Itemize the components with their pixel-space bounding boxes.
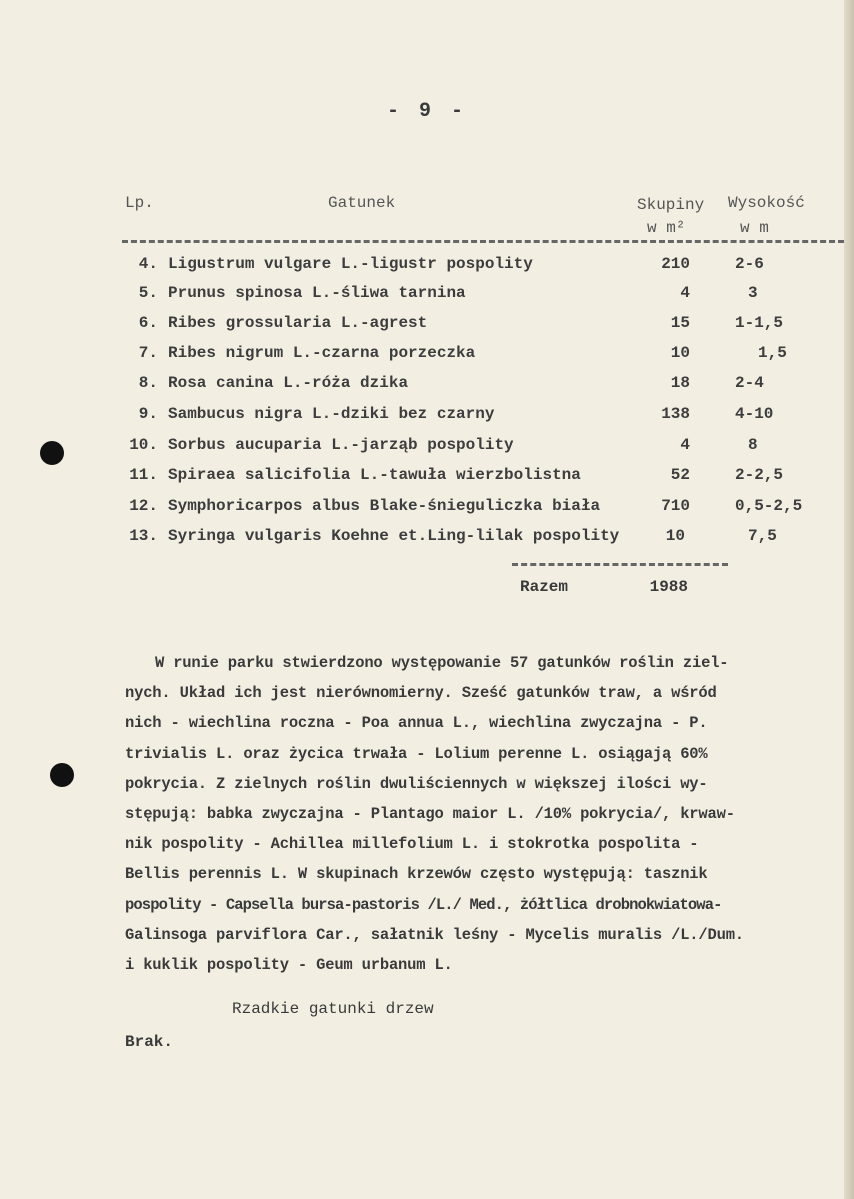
row-number: 6. <box>138 314 158 332</box>
height-value: 1-1,5 <box>735 314 784 332</box>
height-value: 2-2,5 <box>735 466 784 484</box>
table-row <box>0 309 854 337</box>
height-value: 3 <box>748 284 758 302</box>
header-species: Gatunek <box>328 194 396 212</box>
groups-value: 10 <box>670 344 690 362</box>
groups-value: 10 <box>665 527 685 545</box>
species-name: Rosa canina L.-róża dzika <box>168 374 409 392</box>
row-number: 9. <box>138 405 158 423</box>
groups-value: 210 <box>661 255 690 273</box>
table-row <box>0 250 854 278</box>
paragraph-line: Galinsoga parviflora Car., sałatnik leśny - Mycelis muralis /L./Dum. <box>125 925 744 944</box>
page-number: - 9 - <box>386 100 467 123</box>
height-value: 8 <box>748 436 758 454</box>
height-value: 2-4 <box>735 374 764 392</box>
header-divider <box>122 240 844 243</box>
groups-value: 52 <box>670 466 690 484</box>
row-number: 8. <box>138 374 158 392</box>
row-number: 5. <box>138 284 158 302</box>
species-name: Spiraea salicifolia L.-tawuła wierzbolistna <box>168 466 581 484</box>
paragraph-line: nik pospolity - Achillea millefolium L. i stokrotka pospolita - <box>125 835 699 854</box>
table-row <box>0 461 854 489</box>
punch-hole-bottom <box>50 763 74 787</box>
groups-value: 138 <box>661 405 690 423</box>
table-row <box>0 522 854 550</box>
height-value: 4-10 <box>735 405 774 423</box>
species-name: Ribes grossularia L.-agrest <box>168 314 428 332</box>
row-number: 10. <box>129 436 158 454</box>
height-value: 0,5-2,5 <box>735 497 803 515</box>
row-number: 7. <box>138 344 158 362</box>
paragraph-line: pospolity - Capsella bursa-pastoris /L./ Med., żółtlica drobnokwiatowa- <box>125 895 722 914</box>
total-value: 1988 <box>649 578 688 596</box>
species-name: Sambucus nigra L.-dziki bez czarny <box>168 405 495 423</box>
total-label: Razem <box>520 578 569 596</box>
species-name: Syringa vulgaris Koehne et.Ling-lilak pospolity <box>168 527 620 545</box>
row-number: 12. <box>129 497 158 515</box>
section-subheading: Rzadkie gatunki drzew <box>232 1000 434 1018</box>
body-paragraph <box>125 648 825 980</box>
paragraph-line: W runie parku stwierdzono występowanie 57 gatunków roślin ziel- <box>155 654 729 672</box>
table-row <box>0 369 854 397</box>
table-row <box>0 279 854 307</box>
header-groups-line1: Skupiny <box>637 196 705 214</box>
page-edge <box>844 0 854 1199</box>
paragraph-line: pokrycia. Z zielnych roślin dwuliściennych w większej ilości wy- <box>125 774 708 793</box>
species-name: Ligustrum vulgare L.-ligustr pospolity <box>168 255 533 273</box>
table-row <box>0 339 854 367</box>
species-name: Prunus spinosa L.-śliwa tarnina <box>168 284 466 302</box>
paragraph-line: nych. Układ ich jest nierównomierny. Sześć gatunków traw, a wśród <box>125 684 717 703</box>
paragraph-line: Bellis perennis L. W skupinach krzewów często występują: tasznik <box>125 865 708 884</box>
groups-value: 4 <box>680 436 690 454</box>
paragraph-line: stępują: babka zwyczajna - Plantago maior L. /10% pokrycia/, krwaw- <box>125 804 735 823</box>
height-value: 7,5 <box>748 527 777 545</box>
row-number: 13. <box>129 527 158 545</box>
table-row <box>0 492 854 520</box>
header-groups-line2: w m² <box>647 219 686 237</box>
height-value: 2-6 <box>735 255 764 273</box>
header-height-line1: Wysokość <box>728 194 805 212</box>
header-lp: Lp. <box>125 194 154 212</box>
closing-text: Brak. <box>125 1033 174 1051</box>
species-name: Sorbus aucuparia L.-jarząb pospolity <box>168 436 514 454</box>
total-divider <box>512 563 728 566</box>
groups-value: 710 <box>661 497 690 515</box>
paragraph-line: i kuklik pospolity - Geum urbanum L. <box>125 955 453 974</box>
groups-value: 18 <box>670 374 690 392</box>
species-name: Symphoricarpos albus Blake-śnieguliczka biała <box>168 497 601 515</box>
table-row <box>0 431 854 459</box>
species-name: Ribes nigrum L.-czarna porzeczka <box>168 344 476 362</box>
groups-value: 15 <box>670 314 690 332</box>
groups-value: 4 <box>680 284 690 302</box>
row-number: 4. <box>138 255 158 273</box>
table-row <box>0 400 854 428</box>
header-height-line2: w m <box>740 219 769 237</box>
paragraph-line: trivialis L. oraz życica trwała - Lolium perenne L. osiągają 60% <box>125 744 708 763</box>
paragraph-line: nich - wiechlina roczna - Poa annua L., wiechlina zwyczajna - P. <box>125 714 708 733</box>
height-value: 1,5 <box>758 344 787 362</box>
row-number: 11. <box>129 466 158 484</box>
